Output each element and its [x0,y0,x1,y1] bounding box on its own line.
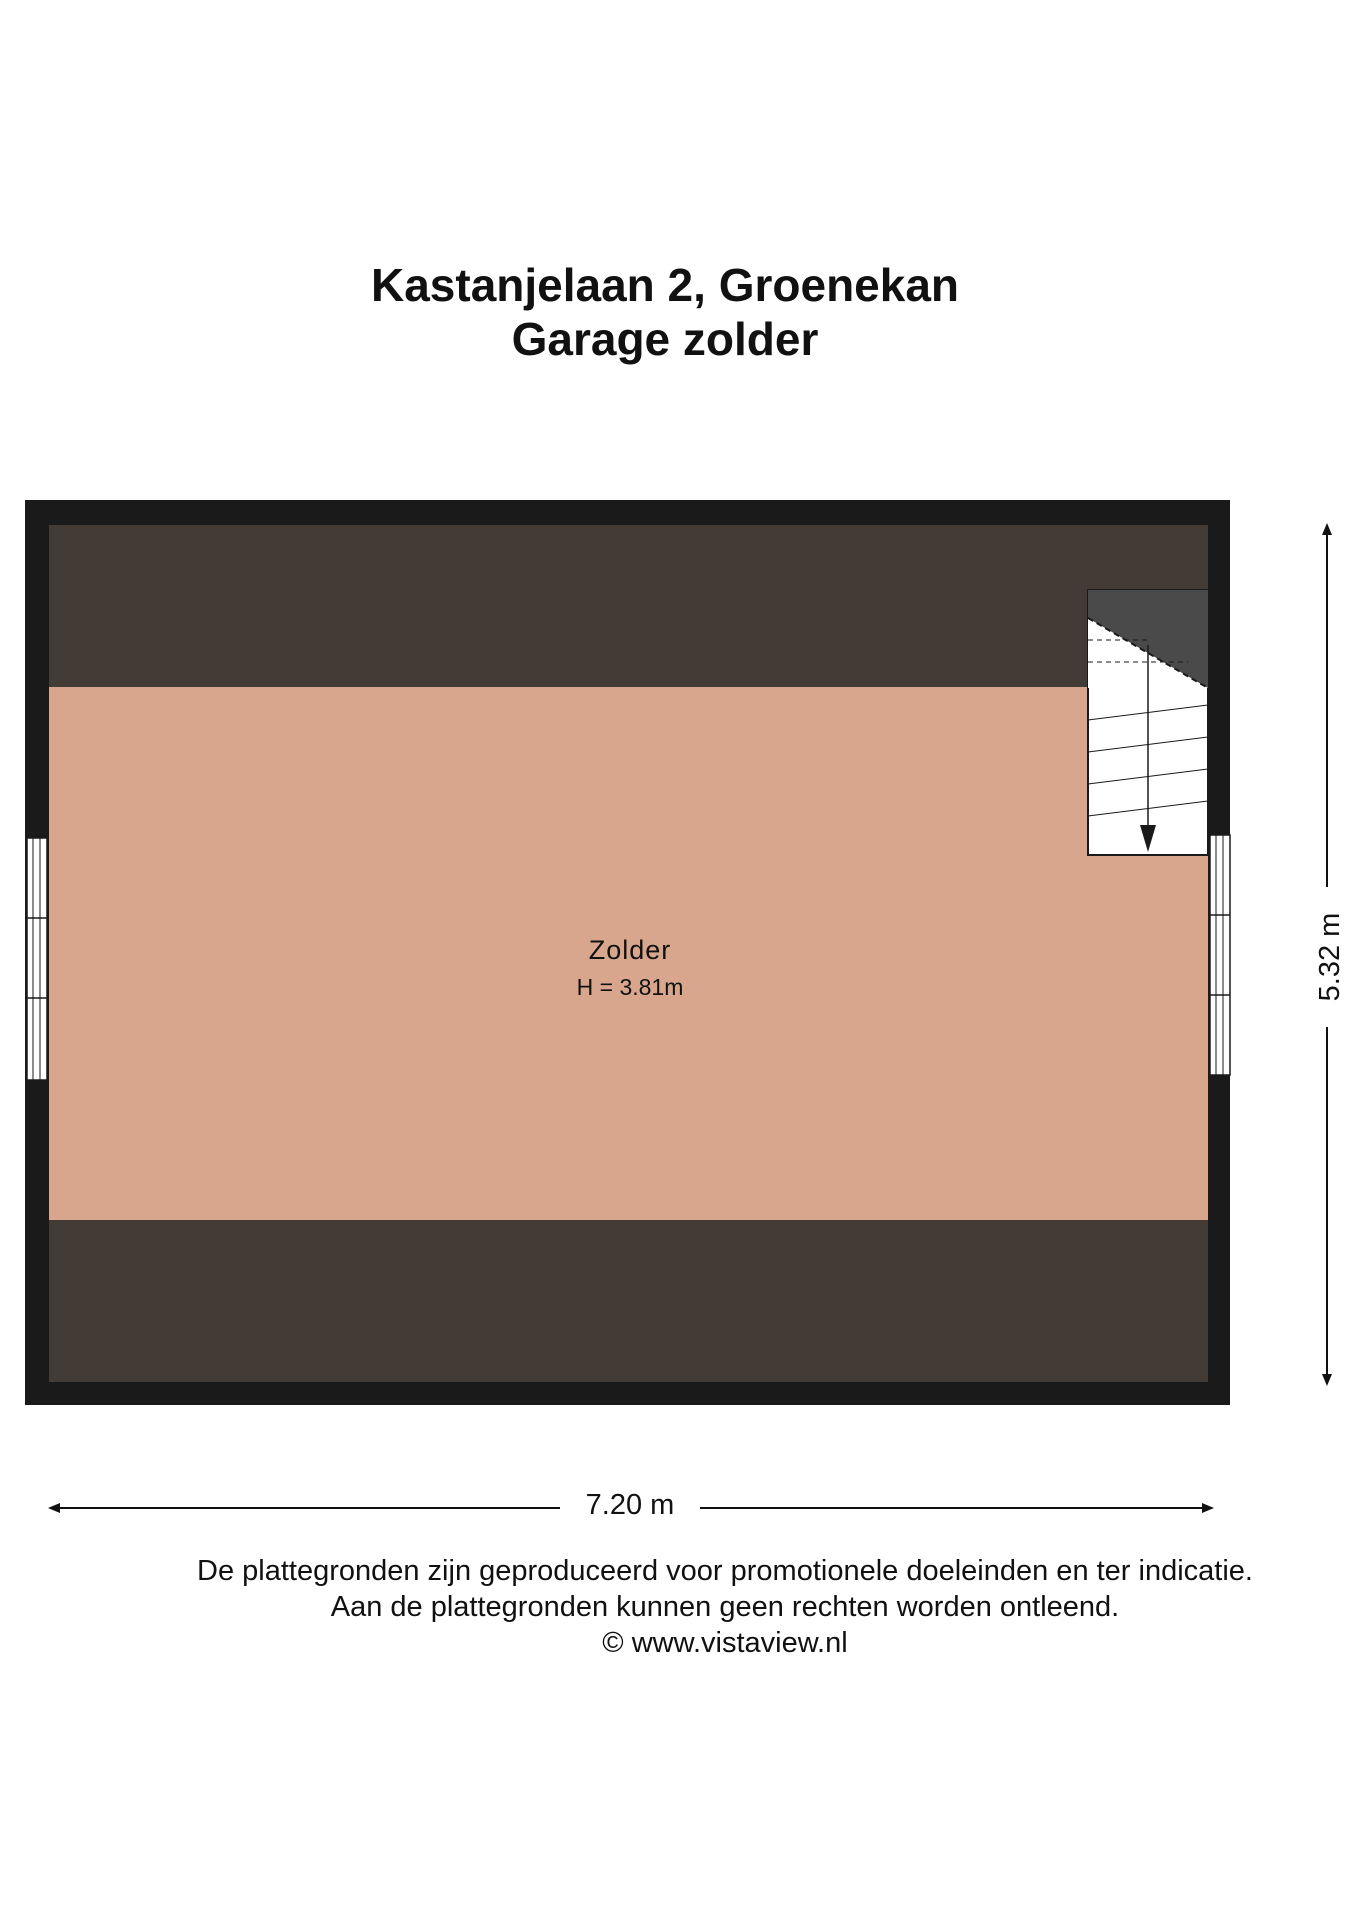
room-height: H = 3.81m [576,974,684,1000]
roof-slope-top [49,525,1208,687]
disclaimer-line-2: Aan de plattegronden kunnen geen rechten worden ontleend. [330,1591,1120,1623]
room-name: Zolder [588,935,672,965]
disclaimer [100,1553,1350,1661]
roof-slope-bottom [49,1220,1208,1382]
staircase [1088,590,1208,855]
address-title: Kastanjelaan 2, Groenekan [370,259,960,311]
copyright-link[interactable]: © www.vistaview.nl [602,1627,848,1659]
disclaimer-line-1: De plattegronden zijn geproduceerd voor promotionele doeleinden en ter indicatie. [197,1555,1253,1587]
width-label: 7.20 m [560,1489,700,1522]
floor-title: Garage zolder [511,313,819,365]
depth-label: 5.32 m [1310,887,1350,1027]
window-left [27,838,47,1080]
window-right [1210,835,1230,1075]
